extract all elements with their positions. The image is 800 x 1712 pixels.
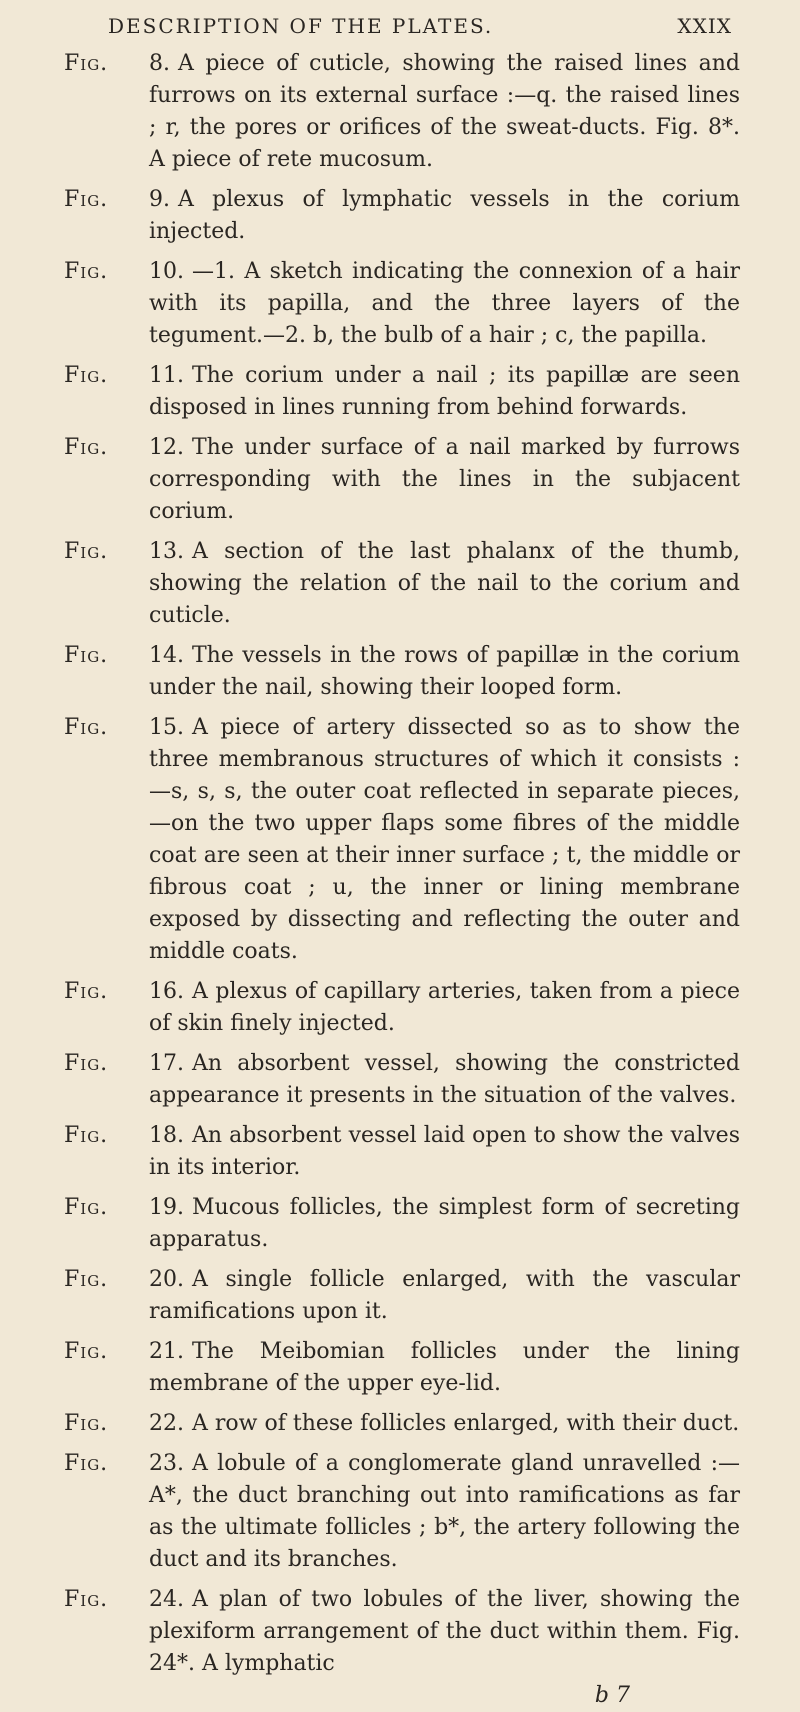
figure-label: Fig. <box>64 643 109 668</box>
figure-entry-11 <box>64 360 740 424</box>
page-title: DESCRIPTION OF THE PLATES. <box>108 14 494 38</box>
signature-mark: b 7 <box>594 1683 630 1708</box>
figure-description: —1. A sketch indicating the connexion of a hair with its papilla, and the three layers of the tegument.—2. b, the bulb of a hair ; c, the papilla. <box>149 259 740 348</box>
figure-description: A piece of artery dissected so as to show the three membranous structures of which it consists :—s, s, s, the outer coat reflected in separate pieces,—on the two upper flaps some fibres of the middle coat are seen at their inner surface ; t, the middle or fibrous coat ; u, the inner or lining membrane exposed by dissecting and reflecting the outer and middle coats. <box>149 715 740 964</box>
figure-entry-9 <box>64 184 740 248</box>
figure-label: Fig. <box>64 1267 109 1292</box>
figure-label: Fig. <box>64 259 109 284</box>
figure-descriptions <box>64 48 740 1712</box>
figure-number: 24. <box>149 1587 184 1612</box>
figure-description: The vessels in the rows of papillæ in the corium under the nail, showing their looped form. <box>149 643 740 700</box>
running-head <box>64 6 740 42</box>
figure-entry-19 <box>64 1192 740 1256</box>
figure-number: 11. <box>149 363 184 388</box>
figure-entry-16 <box>64 976 740 1040</box>
figure-entry-21 <box>64 1336 740 1400</box>
figure-description: A piece of cuticle, showing the raised lines and furrows on its external surface :—q. the raised lines ; r, the pores or orifices of the sweat-ducts. Fig. 8*. A piece of rete mucosum. <box>149 51 740 172</box>
figure-number: 19. <box>149 1195 184 1220</box>
figure-entry-23 <box>64 1448 740 1576</box>
figure-number: 21. <box>149 1339 184 1364</box>
figure-description: Mucous follicles, the simplest form of secreting apparatus. <box>149 1195 740 1252</box>
figure-description: A plan of two lobules of the liver, showing the plexiform arrangement of the duct within them. Fig. 24*. A lymphatic <box>149 1587 740 1676</box>
figure-label: Fig. <box>64 979 109 1004</box>
figure-description: A section of the last phalanx of the thumb, showing the relation of the nail to the corium and cuticle. <box>149 539 740 628</box>
figure-label: Fig. <box>64 51 109 76</box>
figure-description: A plexus of capillary arteries, taken from a piece of skin finely injected. <box>149 979 740 1036</box>
figure-entry-14 <box>64 640 740 704</box>
figure-entry-18 <box>64 1120 740 1184</box>
figure-label: Fig. <box>64 1339 109 1364</box>
figure-number: 8. <box>149 51 170 76</box>
figure-number: 22. <box>149 1411 184 1436</box>
figure-label: Fig. <box>64 539 109 564</box>
figure-number: 15. <box>149 715 184 740</box>
figure-number: 12. <box>149 435 184 460</box>
page-number: XXIX <box>677 14 732 38</box>
figure-entry-8 <box>64 48 740 176</box>
figure-number: 9. <box>149 187 170 212</box>
figure-number: 14. <box>149 643 184 668</box>
figure-entry-17 <box>64 1048 740 1112</box>
figure-description: The under surface of a nail marked by furrows corresponding with the lines in the subjacent corium. <box>149 435 740 524</box>
figure-number: 10. <box>149 259 184 284</box>
figure-description: A plexus of lymphatic vessels in the corium injected. <box>149 187 740 244</box>
figure-label: Fig. <box>64 187 109 212</box>
figure-entry-15 <box>64 712 740 968</box>
figure-number: 20. <box>149 1267 184 1292</box>
figure-label: Fig. <box>64 1123 109 1148</box>
figure-entry-24 <box>64 1584 740 1712</box>
figure-label: Fig. <box>64 363 109 388</box>
figure-number: 18. <box>149 1123 184 1148</box>
figure-description: An absorbent vessel, showing the constricted appearance it presents in the situation of the valves. <box>149 1051 740 1108</box>
figure-label: Fig. <box>64 1051 109 1076</box>
figure-entry-22 <box>64 1408 740 1440</box>
figure-number: 16. <box>149 979 184 1004</box>
figure-entry-13 <box>64 536 740 632</box>
figure-description: The Meibomian follicles under the lining membrane of the upper eye-lid. <box>149 1339 740 1396</box>
figure-label: Fig. <box>64 715 109 740</box>
figure-label: Fig. <box>64 1451 109 1476</box>
figure-description: An absorbent vessel laid open to show the valves in its interior. <box>149 1123 740 1180</box>
figure-label: Fig. <box>64 1411 109 1436</box>
figure-number: 13. <box>149 539 184 564</box>
figure-entry-12 <box>64 432 740 528</box>
figure-label: Fig. <box>64 1195 109 1220</box>
figure-description: A row of these follicles enlarged, with their duct. <box>192 1411 740 1436</box>
figure-entry-20 <box>64 1264 740 1328</box>
figure-description: A single follicle enlarged, with the vascular ramifications upon it. <box>149 1267 740 1324</box>
figure-label: Fig. <box>64 1587 109 1612</box>
figure-entry-10 <box>64 256 740 352</box>
figure-label: Fig. <box>64 435 109 460</box>
figure-description: The corium under a nail ; its papillæ are seen disposed in lines running from behind forwards. <box>149 363 740 420</box>
figure-description: A lobule of a conglomerate gland unravelled :—A*, the duct branching out into ramifications as far as the ultimate follicles ; b*, the artery following the duct and its branches. <box>149 1451 740 1572</box>
figure-number: 17. <box>149 1051 184 1076</box>
figure-number: 23. <box>149 1451 184 1476</box>
